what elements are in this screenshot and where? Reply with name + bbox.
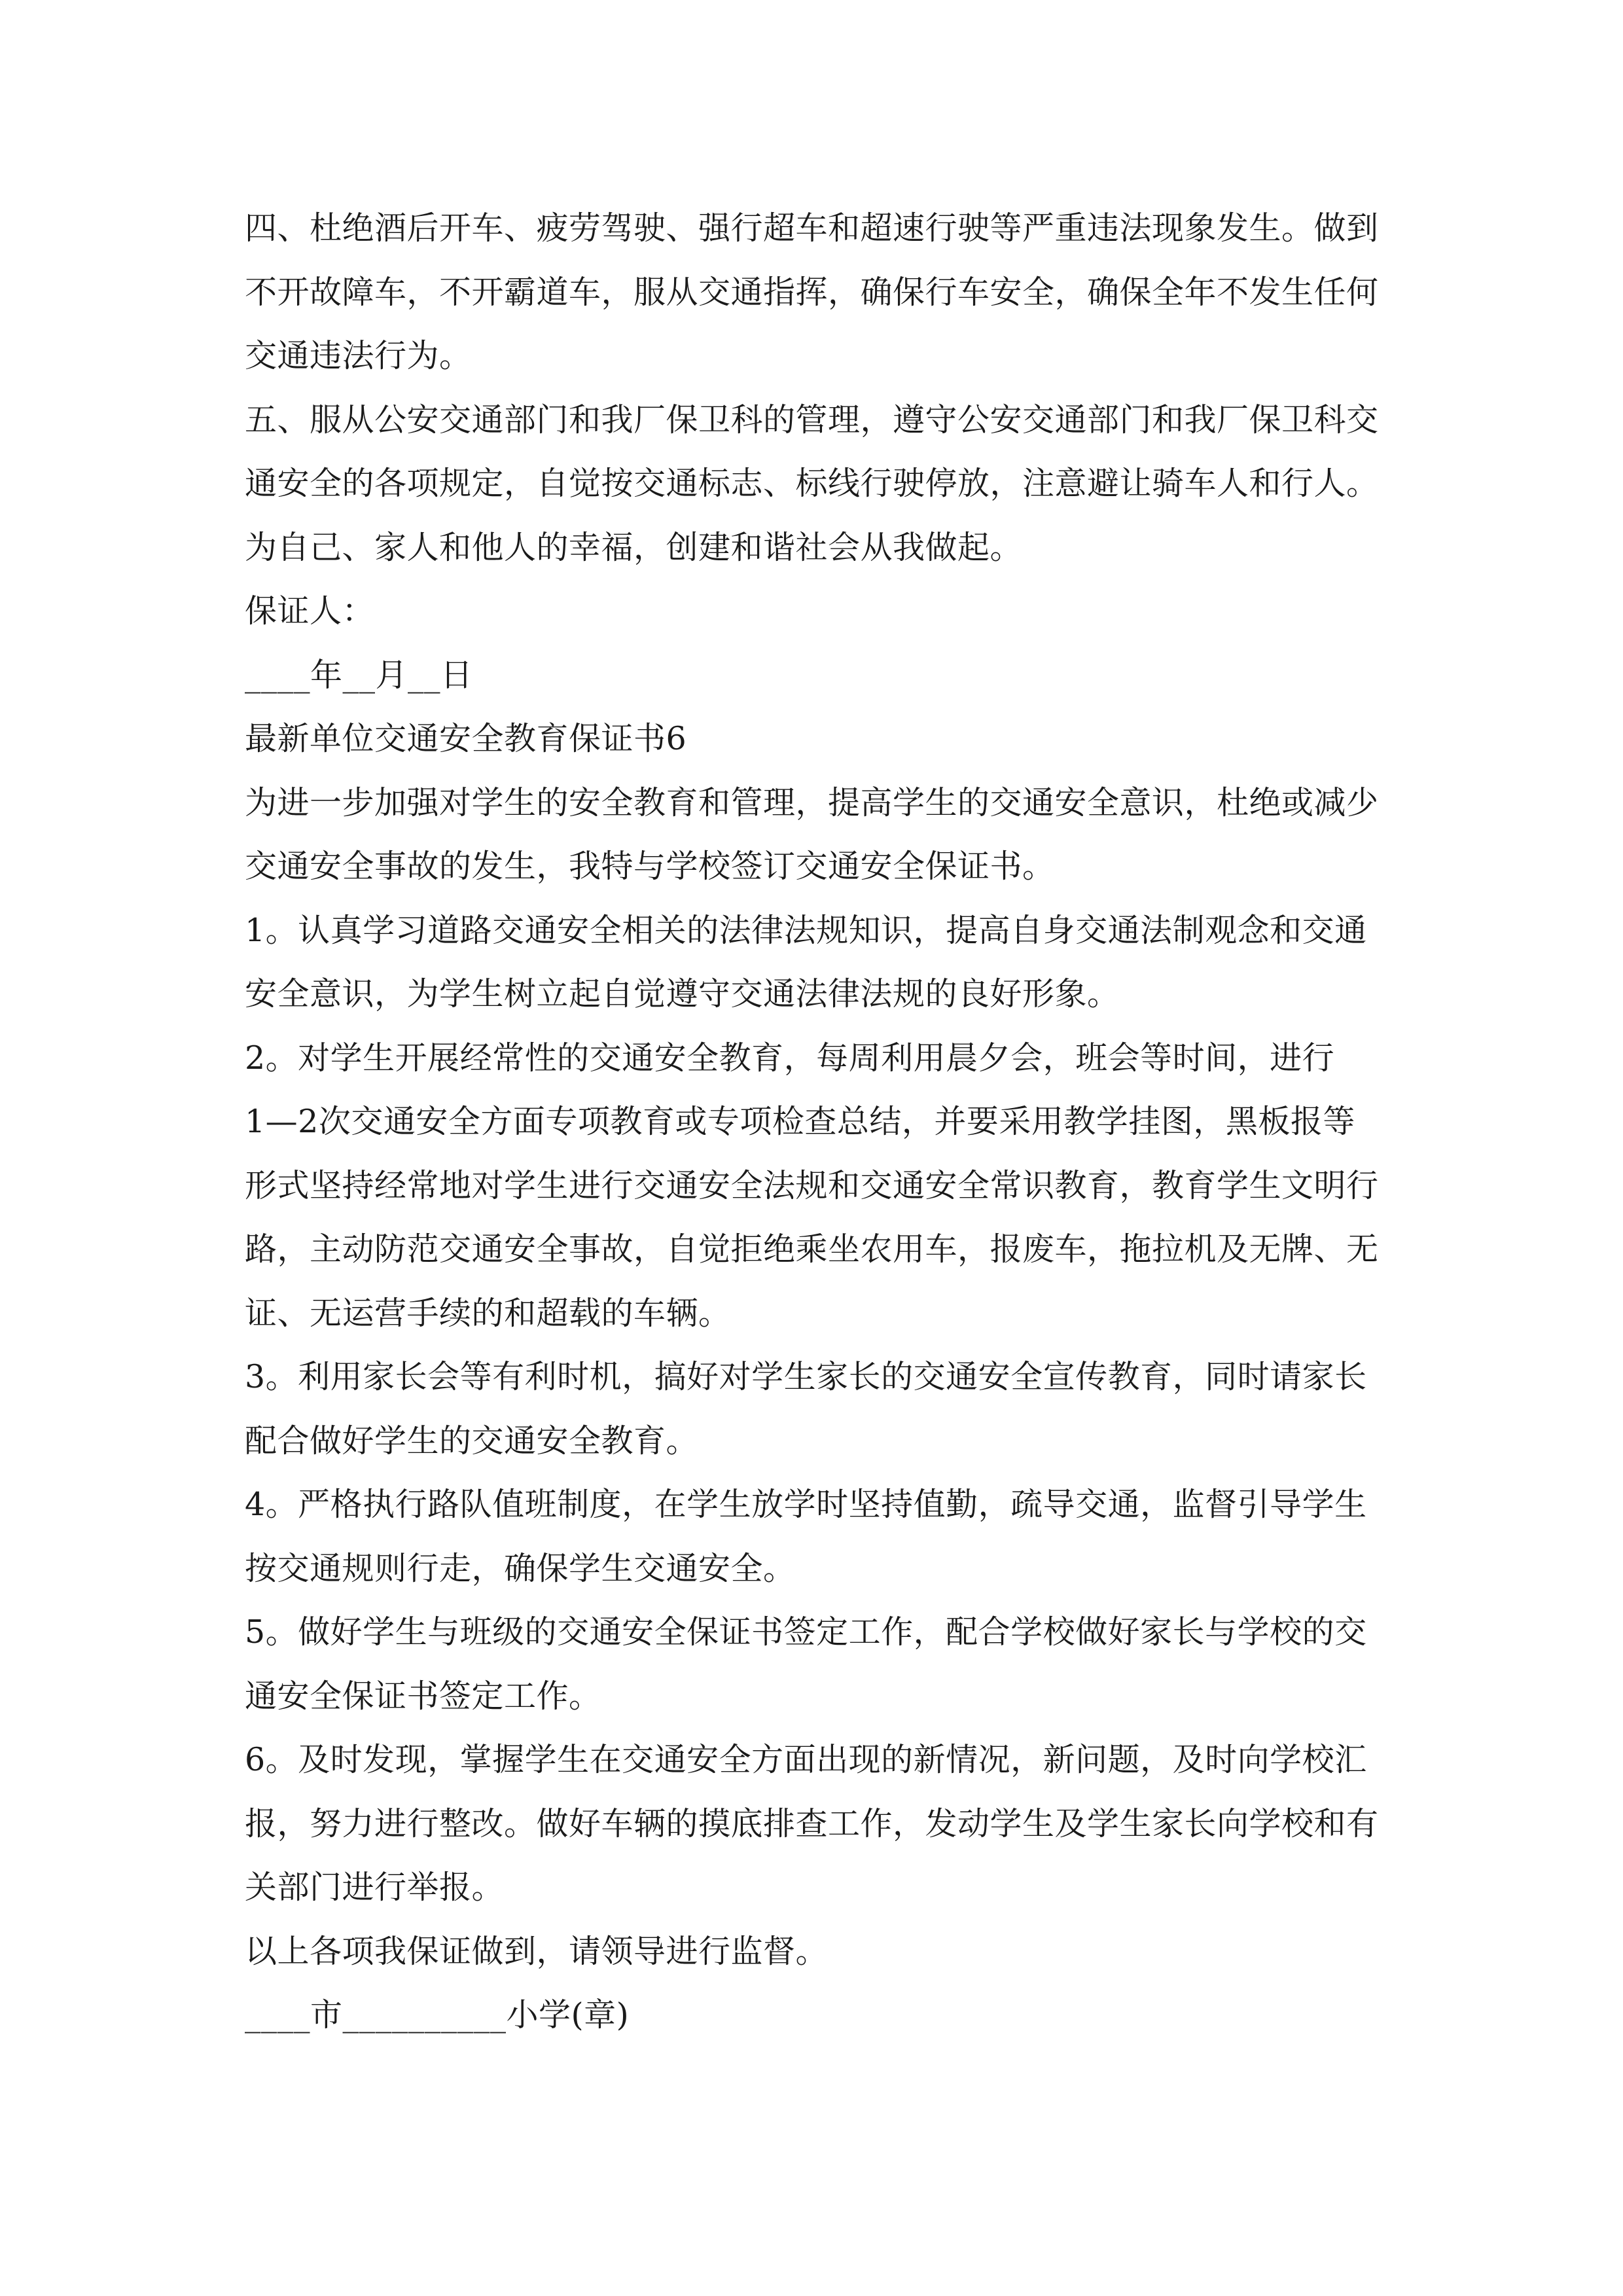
text-line: 关部门进行举报。: [245, 1869, 505, 1906]
text-line: 交通安全事故的发生，我特与学校签订交通安全保证书。: [245, 848, 1055, 885]
text-line: 2。对学生开展经常性的交通安全教育，每周利用晨夕会，班会等时间，进行: [245, 1039, 1335, 1077]
text-line: 3。利用家长会等有利时机，搞好对学生家长的交通安全宣传教育，同时请家长: [245, 1358, 1367, 1395]
text-line: 按交通规则行走，确保学生交通安全。: [245, 1549, 796, 1587]
text-line: 6。及时发现，掌握学生在交通安全方面出现的新情况，新问题，及时向学校汇: [245, 1741, 1367, 1778]
signature-line: ____市__________小学(章): [245, 1996, 630, 2034]
document-body: [245, 196, 1383, 2047]
text-line: 为进一步加强对学生的安全教育和管理，提高学生的交通安全意识，杜绝或减少: [245, 783, 1379, 821]
text-line: 安全意识，为学生树立起自觉遵守交通法律法规的良好形象。: [245, 975, 1120, 1013]
section-title: 最新单位交通安全教育保证书6: [245, 720, 687, 757]
text-line: 交通违法行为。: [245, 337, 472, 374]
text-line: 为自己、家人和他人的幸福，创建和谐社会从我做起。: [245, 528, 1023, 566]
text-line: 五、服从公安交通部门和我厂保卫科的管理，遵守公安交通部门和我厂保卫科交: [245, 401, 1379, 439]
date-line: ____年__月__日: [245, 656, 473, 694]
text-line: 证、无运营手续的和超载的车辆。: [245, 1294, 731, 1332]
text-line: 以上各项我保证做到，请领导进行监督。: [245, 1932, 829, 1970]
text-line: 1。认真学习道路交通安全相关的法律法规知识，提高自身交通法制观念和交通: [245, 911, 1367, 949]
text-line: 5。做好学生与班级的交通安全保证书签定工作，配合学校做好家长与学校的交: [245, 1613, 1367, 1651]
text-line: 形式坚持经常地对学生进行交通安全法规和交通安全常识教育，教育学生文明行: [245, 1166, 1379, 1204]
text-line: 1—2次交通安全方面专项教育或专项检查总结，并要采用教学挂图，黑板报等: [245, 1103, 1355, 1140]
text-line: 不开故障车，不开霸道车，服从交通指挥，确保行车安全，确保全年不发生任何: [245, 273, 1379, 311]
text-line: 配合做好学生的交通安全教育。: [245, 1422, 699, 1460]
guarantor-label: 保证人：: [245, 592, 375, 630]
text-line: 通安全的各项规定，自觉按交通标志、标线行驶停放，注意避让骑车人和行人。: [245, 465, 1379, 502]
text-line: 四、杜绝酒后开车、疲劳驾驶、强行超车和超速行驶等严重违法现象发生。做到: [245, 209, 1379, 247]
text-line: 报，努力进行整改。做好车辆的摸底排查工作，发动学生及学生家长向学校和有: [245, 1804, 1379, 1842]
text-line: 通安全保证书签定工作。: [245, 1677, 601, 1715]
text-line: 4。严格执行路队值班制度，在学生放学时坚持值勤，疏导交通，监督引导学生: [245, 1486, 1367, 1523]
text-line: 路，主动防范交通安全事故，自觉拒绝乘坐农用车，报废车，拖拉机及无牌、无: [245, 1230, 1379, 1268]
